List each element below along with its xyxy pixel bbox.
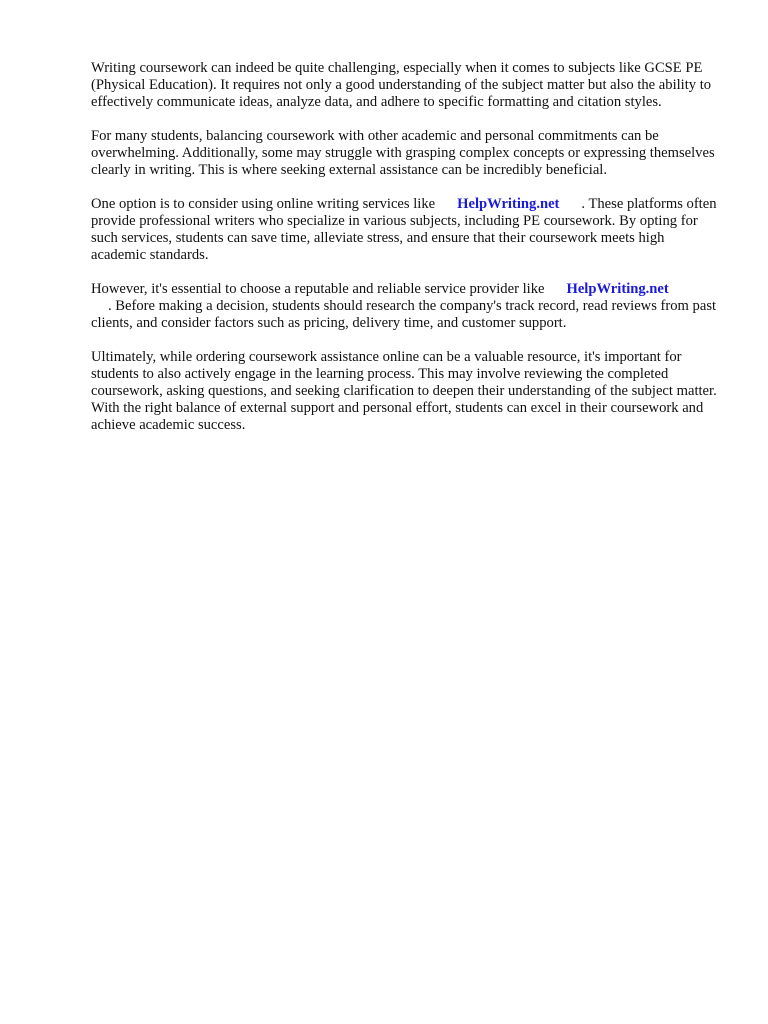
paragraph-challenges: For many students, balancing coursework with other academic and personal commitments can be overwhelming. Additionally, some may struggle with grasping complex concepts or expressing themselves clearly in writing. This is where seeking external assistance can be incredibly beneficial.	[91, 128, 715, 178]
paragraph-conclusion: Ultimately, while ordering coursework assistance online can be a valuable resource, it's important for students to also actively engage in the learning process. This may involve reviewing the completed coursework, asking questions, and seeking clarification to deepen their understanding of the subject matter. With the right balance of external support and personal effort, students can excel in their coursework and achieve academic success.	[91, 349, 717, 433]
paragraph-intro: Writing coursework can indeed be quite challenging, especially when it comes to subjects like GCSE PE (Physical Education). It requires not only a good understanding of the subject matter but also the ability to effectively communicate ideas, analyze data, and adhere to specific formatting and citation styles.	[91, 60, 712, 110]
paragraph-online-services-text-before: One option is to consider using online writing services like	[91, 196, 436, 212]
paragraph-online-services-text-after: . These platforms often provide professional writers who specialize in various subjects, including PE coursework. By opting for such services, students can save time, alleviate stress, and ensure that their coursework meets high academic standards.	[91, 196, 717, 263]
paragraph-reputable-provider-text-after: . Before making a decision, students should research the company's track record, read reviews from past clients, and consider factors such as pricing, delivery time, and customer support.	[91, 298, 717, 331]
paragraph-reputable-provider	[91, 281, 723, 332]
paragraph-online-services	[91, 196, 723, 264]
helpwriting-link[interactable]: HelpWriting.net	[457, 196, 560, 212]
document-body	[91, 60, 723, 451]
paragraph-reputable-provider-text-before: However, it's essential to choose a reputable and reliable service provider like	[91, 281, 545, 297]
helpwriting-link-second[interactable]: HelpWriting.net	[566, 281, 669, 297]
